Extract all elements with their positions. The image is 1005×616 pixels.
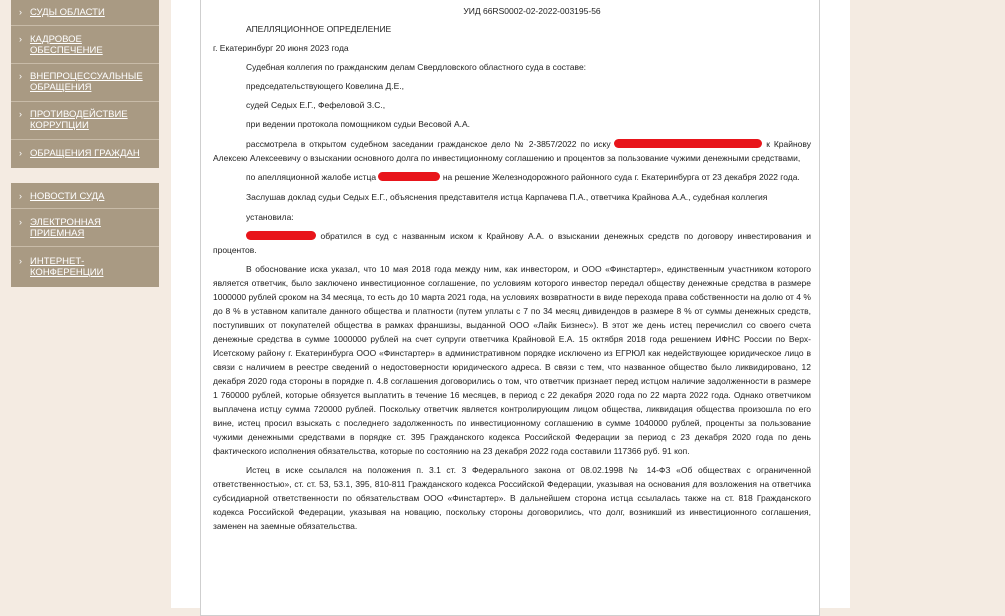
case-paragraph: рассмотрела в открытом судебном заседании гражданское дело № 2-3857/2022 по иску к Крайнову Алексею Алексеевичу о взыскании основного долга по инвестиционному соглашению и процентов за пользование чужими денежными средствами,: [213, 139, 811, 163]
document-title: АПЕЛЛЯЦИОННОЕ ОПРЕДЕЛЕНИЕ: [246, 24, 392, 34]
sidebar-item-internet-conferences[interactable]: › ИНТЕРНЕТ-КОНФЕРЕНЦИИ: [19, 256, 104, 278]
sidebar-menu-bottom: [11, 183, 159, 287]
appeal-paragraph: по апелляционной жалобе истца на решение Железнодорожного районного суда г. Екатеринбурга от 23 декабря 2022 года.: [246, 172, 800, 182]
arrow-right-icon: ›: [19, 71, 22, 81]
composition-intro: Судебная коллегия по гражданским делам Свердловского областного суда в составе:: [246, 62, 587, 72]
sidebar-item-e-reception[interactable]: › ЭЛЕКТРОННАЯ ПРИЕМНАЯ: [11, 209, 159, 247]
redaction-mark: [614, 139, 762, 148]
sidebar-item-anticorruption[interactable]: › ПРОТИВОДЕЙСТВИЕ КОРРУПЦИИ: [11, 102, 159, 140]
claim-paragraph: обратился в суд с названным иском к Крайнову А.А. о взыскании денежных средств по договору инвестирования и процентов.: [213, 231, 811, 255]
arrow-right-icon: ›: [19, 7, 22, 17]
arrow-right-icon: ›: [19, 34, 22, 44]
arrow-right-icon: ›: [19, 109, 22, 119]
arrow-right-icon: ›: [19, 256, 22, 266]
document-frame: [200, 0, 820, 616]
references-paragraph: Истец в иске ссылался на положения п. 3.1 ст. 3 Федерального закона от 08.02.1998 № 14-ФЗ «Об обществах с ограниченной ответственностью», ст. ст. 53, 53.1, 395, 810-811 Гражданского кодекса Российской Федерации, указывая на основания для возложения на ответчика субсидиарной ответственности по обязательствам ООО «Финстартер». В дальнейшем сторона истца ссылалась также на ст. 818 Гражданского кодекса Российской Федерации, указывая на новацию, поскольку стороны договорились, что долг, возникший из инвестиционного соглашения, заменен на заемные обязательства.: [213, 465, 811, 531]
redaction-mark: [378, 172, 440, 181]
sidebar: [0, 0, 170, 608]
arrow-right-icon: ›: [19, 191, 22, 201]
established-heading: установила:: [246, 212, 294, 222]
sidebar-item-staffing[interactable]: › КАДРОВОЕ ОБЕСПЕЧЕНИЕ: [11, 26, 159, 64]
sidebar-item-extraprocedural[interactable]: › ВНЕПРОЦЕССУАЛЬНЫЕ ОБРАЩЕНИЯ: [11, 64, 159, 102]
document-body: [213, 0, 811, 533]
hearing-paragraph: Заслушав доклад судьи Седых Е.Г., объяснения представителя истца Карпачева П.А., ответчика Крайнова А.А., судебная коллегия: [246, 192, 768, 202]
secretary: при ведении протокола помощником судьи Весовой А.А.: [246, 119, 471, 129]
place-date: г. Екатеринбург 20 июня 2023 года: [213, 43, 349, 53]
case-uid: УИД 66RS0002-02-2022-003195-56: [463, 6, 601, 16]
redaction-mark: [246, 231, 316, 240]
sidebar-item-citizen-appeals[interactable]: › ОБРАЩЕНИЯ ГРАЖДАН: [19, 148, 140, 159]
judges: судей Седых Е.Г., Фефеловой З.С.,: [246, 100, 386, 110]
arrow-right-icon: ›: [19, 148, 22, 158]
sidebar-menu-top: [11, 0, 159, 168]
sidebar-item-courts[interactable]: › СУДЫ ОБЛАСТИ: [11, 0, 159, 26]
grounds-paragraph: В обоснование иска указал, что 10 мая 2018 года между ним, как инвестором, и ООО «Финстартер», единственным участником которого является ответчик, было заключено инвестиционное соглашение, по условиям которого инвестор передал обществу денежные средства в размере 1000000 рублей сроком на 34 месяца, то есть до 10 марта 2021 года, на условиях возвратности в виде перехода права собственности на долю от 4 % до 8 % в уставном капитале данного общества и платности (путем уплаты с 7 по 34 месяц дивидендов в размере 8 % от суммы денежных средств, поступивших от покупателей общества в рамках франшизы, выданной ООО «Лайк Бизнес»). В этот же день истец перечислил со своего счета денежные средства в сумме 1000000 рублей на счет супруги ответчика Крайновой Е.А. 15 октября 2018 года решением ИФНС России по Верх-Исетскому району г. Екатеринбурга ООО «Финстартер» в административном порядке исключено из ЕГРЮЛ как недействующее юридическое лицо в связи с наличием в реестре сведений о недостоверности юридического адреса. В связи с тем, что названное общество было ликвидировано, 12 декабря 2020 года стороны в порядке п. 4.8 соглашения договорились о том, что ответчик признает перед истцом наличие задолженности в размере 1 760000 рублей, которые обязуется выплатить в течение 16 месяцев, в период с 22 декабря 2020 года по 22 марта 2022 года. Однако ответчиком выплачена истцу сумма 720000 рублей. Поскольку ответчик является контролирующим лицом общества, ликвидация общества произошла по его вине, истец просил взыскать с последнего задолженность по инвестиционному соглашению в сумме 1040000 рублей, проценты за пользование чужими денежными средствами в порядке ст. 395 Гражданского кодекса Российской Федерации за период с 23 декабря 2020 года по день фактического исполнения обязательства, которые по состоянию на 23 декабря 2022 года составили 117366 руб. 91 коп.: [213, 264, 811, 456]
arrow-right-icon: ›: [19, 217, 22, 227]
presiding-judge: председательствующего Ковелина Д.Е.,: [246, 81, 405, 91]
sidebar-item-news[interactable]: › НОВОСТИ СУДА: [11, 183, 159, 209]
